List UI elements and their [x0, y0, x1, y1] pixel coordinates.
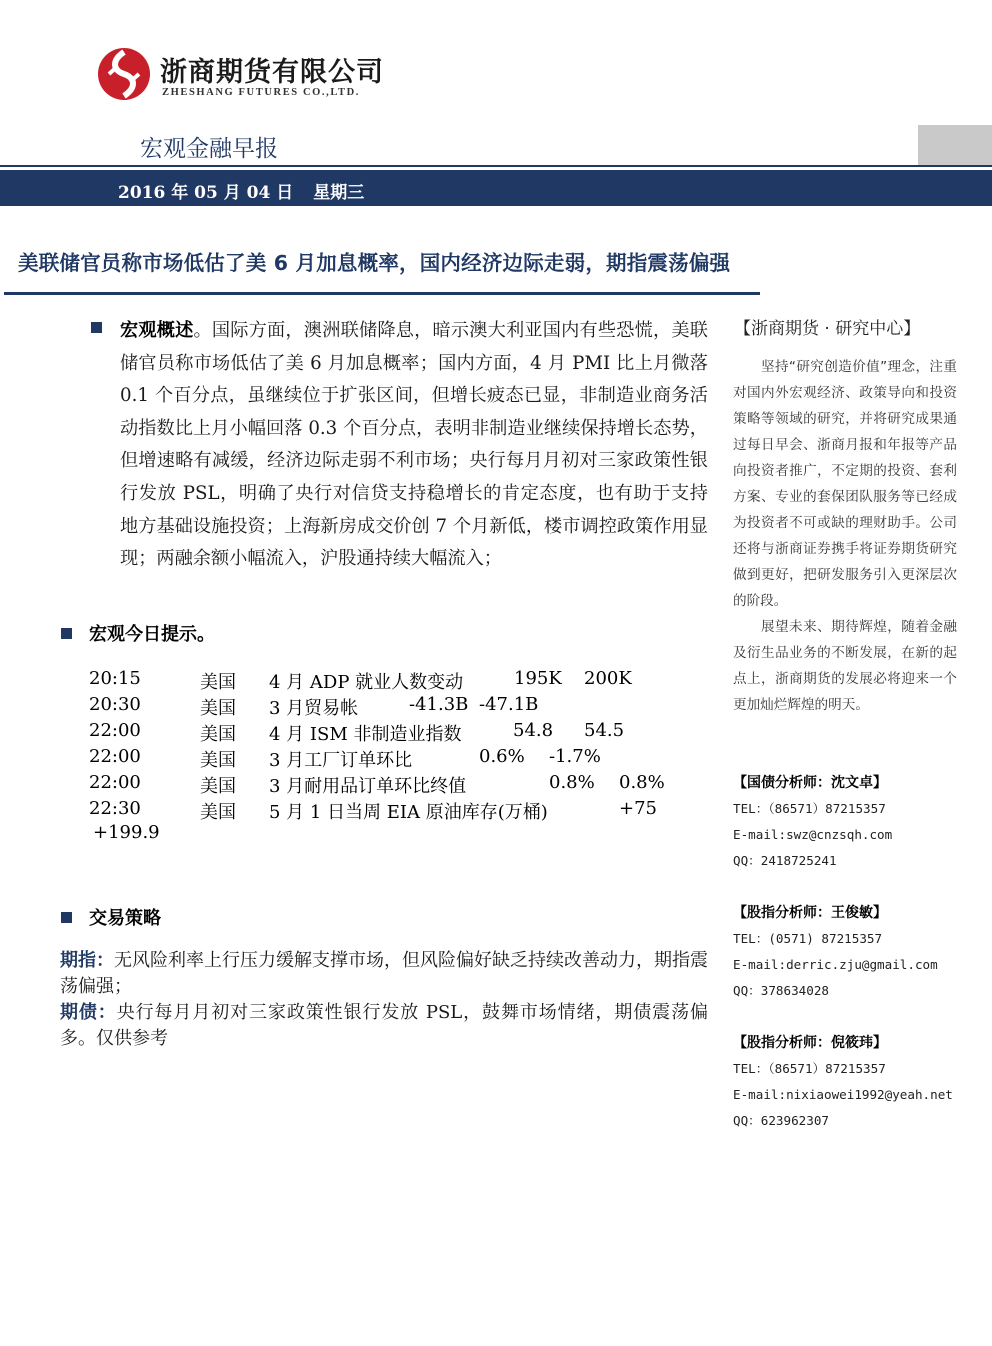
- row-value-forecast: -47.1B: [479, 694, 539, 715]
- analyst-email[interactable]: E-mail:derric.zju@gmail.com: [733, 957, 938, 972]
- bullet-square-icon: [61, 628, 72, 639]
- row-value-previous: 54.8: [513, 720, 554, 741]
- analyst-card: [733, 1030, 983, 1134]
- row-value-previous: +75: [619, 798, 657, 819]
- analyst-tel: TEL：（86571）87215357: [733, 801, 886, 816]
- row-time: 20:30: [89, 694, 141, 715]
- row-time: 20:15: [89, 668, 141, 689]
- analyst-card: [733, 900, 983, 1004]
- company-logo-icon: [96, 46, 152, 102]
- analyst-qq: QQ：623962307: [733, 1113, 829, 1128]
- macro-overview-paragraph: [120, 315, 708, 576]
- row-value-forecast: -1.7%: [549, 746, 601, 767]
- analyst-tel: TEL：（86571）87215357: [733, 1061, 886, 1076]
- macro-overview-text: 。国际方面，澳洲联储降息，暗示澳大利亚国内有些恐慌，美联储官员称市场低估了美 6 月加息概率；国内方面，4 月 PMI 比上月微落 0.1 个百分点，虽继续位于扩张区间，但增长疲态已显，非制造业商务活动指数比上月小幅回落 0.3 个百分点，表明非制造业继续保持增长态势，但增速略有减缓，经济边际走弱不利市场；央行每月月初对三家政策性银行发放 PSL，明确了央行对信贷支持稳增长的肯定态度，也有助于支持地方基础设施投资；上海新房成交价创 7 个月新低，楼市调控政策作用显现；两融余额小幅流入，沪股通持续大幅流入；: [120, 320, 708, 570]
- analyst-title: 【股指分析师：倪筱玮】: [733, 1035, 887, 1051]
- strategy-label: 期债：: [60, 1002, 117, 1023]
- row-value-previous: -41.3B: [409, 694, 469, 715]
- row-value-forecast: +199.9: [93, 822, 160, 843]
- headline-divider: [4, 292, 760, 295]
- strategy-item: [60, 948, 708, 1000]
- report-weekday: 星期三: [313, 183, 365, 203]
- row-country: 美国: [200, 776, 236, 797]
- row-indicator: 4 月 ADP 就业人数变动: [269, 672, 464, 693]
- analyst-email[interactable]: E-mail:nixiaowei1992@yeah.net: [733, 1087, 953, 1102]
- row-value-previous: 0.6%: [479, 746, 525, 767]
- macro-today-title: 宏观今日提示。: [89, 624, 215, 645]
- data-row: [0, 694, 720, 720]
- row-time: 22:00: [89, 746, 141, 767]
- row-value-forecast: 54.5: [584, 720, 625, 741]
- report-date: [118, 178, 384, 203]
- row-time: 22:30: [89, 798, 141, 819]
- analyst-qq: QQ：2418725241: [733, 853, 837, 868]
- sidebar-paragraph: 展望未来、期待辉煌，随着金融及衍生品业务的不断发展，在新的起点上，浙商期货的发展必将迎来一个更加灿烂辉煌的明天。: [733, 619, 957, 713]
- row-value-previous: 0.8%: [549, 772, 595, 793]
- bullet-square-icon: [91, 322, 102, 333]
- data-row: [0, 720, 720, 746]
- research-center-heading: 【浙商期货 · 研究中心】: [734, 319, 921, 339]
- sidebar-paragraph: 坚持“研究创造价值”理念，注重对国内外宏观经济、政策导向和投资策略等领域的研究，并将研究成果通过每日早会、浙商月报和年报等产品向投资者推广，不定期的投资、套利方案、专业的套保团队服务等已经成为投资者不可或缺的理财助手。公司还将与浙商证券携手将证券期货研究做到更好，把研发服务引入更深层次的阶段。: [733, 359, 957, 609]
- row-value-previous: 195K: [514, 668, 562, 689]
- row-value-forecast: 200K: [584, 668, 632, 689]
- row-time: 22:00: [89, 720, 141, 741]
- analyst-card: [733, 770, 983, 874]
- row-indicator: 3 月耐用品订单环比终值: [269, 776, 467, 797]
- macro-overview-label: 宏观概述: [120, 320, 194, 341]
- report-date-value: 2016 年 05 月 04 日: [118, 183, 294, 203]
- analyst-title: 【国债分析师：沈文卓】: [733, 775, 887, 791]
- data-row: [0, 746, 720, 772]
- header-tab-block: [918, 125, 992, 165]
- row-country: 美国: [200, 750, 236, 771]
- row-indicator: 3 月工厂订单环比: [269, 750, 413, 771]
- headline: 美联储官员称市场低估了美 6 月加息概率，国内经济边际走弱，期指震荡偏强: [18, 251, 731, 275]
- row-indicator: 5 月 1 日当周 EIA 原油库存(万桶): [269, 802, 548, 823]
- strategy-text: 无风险利率上行压力缓解支撑市场，但风险偏好缺乏持续改善动力，期指震荡偏强；: [60, 950, 708, 997]
- data-row: [0, 668, 720, 694]
- row-indicator: 3 月贸易帐: [269, 698, 359, 719]
- analyst-title: 【股指分析师：王俊敏】: [733, 905, 887, 921]
- strategy-text: 央行每月月初对三家政策性银行发放 PSL，鼓舞市场情绪，期债震荡偏多。仅供参考: [60, 1002, 708, 1049]
- analyst-email[interactable]: E-mail:swz@cnzsqh.com: [733, 827, 893, 842]
- header-divider: [0, 165, 992, 167]
- row-indicator: 4 月 ISM 非制造业指数: [269, 724, 462, 745]
- data-row: [0, 772, 720, 798]
- row-time: 22:00: [89, 772, 141, 793]
- analyst-qq: QQ：378634028: [733, 983, 829, 998]
- row-country: 美国: [200, 724, 236, 745]
- strategy-title: 交易策略: [89, 908, 161, 929]
- row-country: 美国: [200, 698, 236, 719]
- row-country: 美国: [200, 672, 236, 693]
- data-row: [0, 798, 720, 824]
- row-value-forecast: 0.8%: [619, 772, 665, 793]
- report-title: 宏观金融早报: [140, 136, 278, 162]
- strategy-item: [60, 1000, 708, 1052]
- row-country: 美国: [200, 802, 236, 823]
- strategy-label: 期指：: [60, 950, 114, 971]
- analyst-tel: TEL：(0571) 87215357: [733, 931, 883, 946]
- company-name-cn: 浙商期货有限公司: [160, 57, 384, 88]
- bullet-square-icon: [61, 912, 72, 923]
- company-name-en: ZHESHANG FUTURES CO.,LTD.: [162, 87, 361, 98]
